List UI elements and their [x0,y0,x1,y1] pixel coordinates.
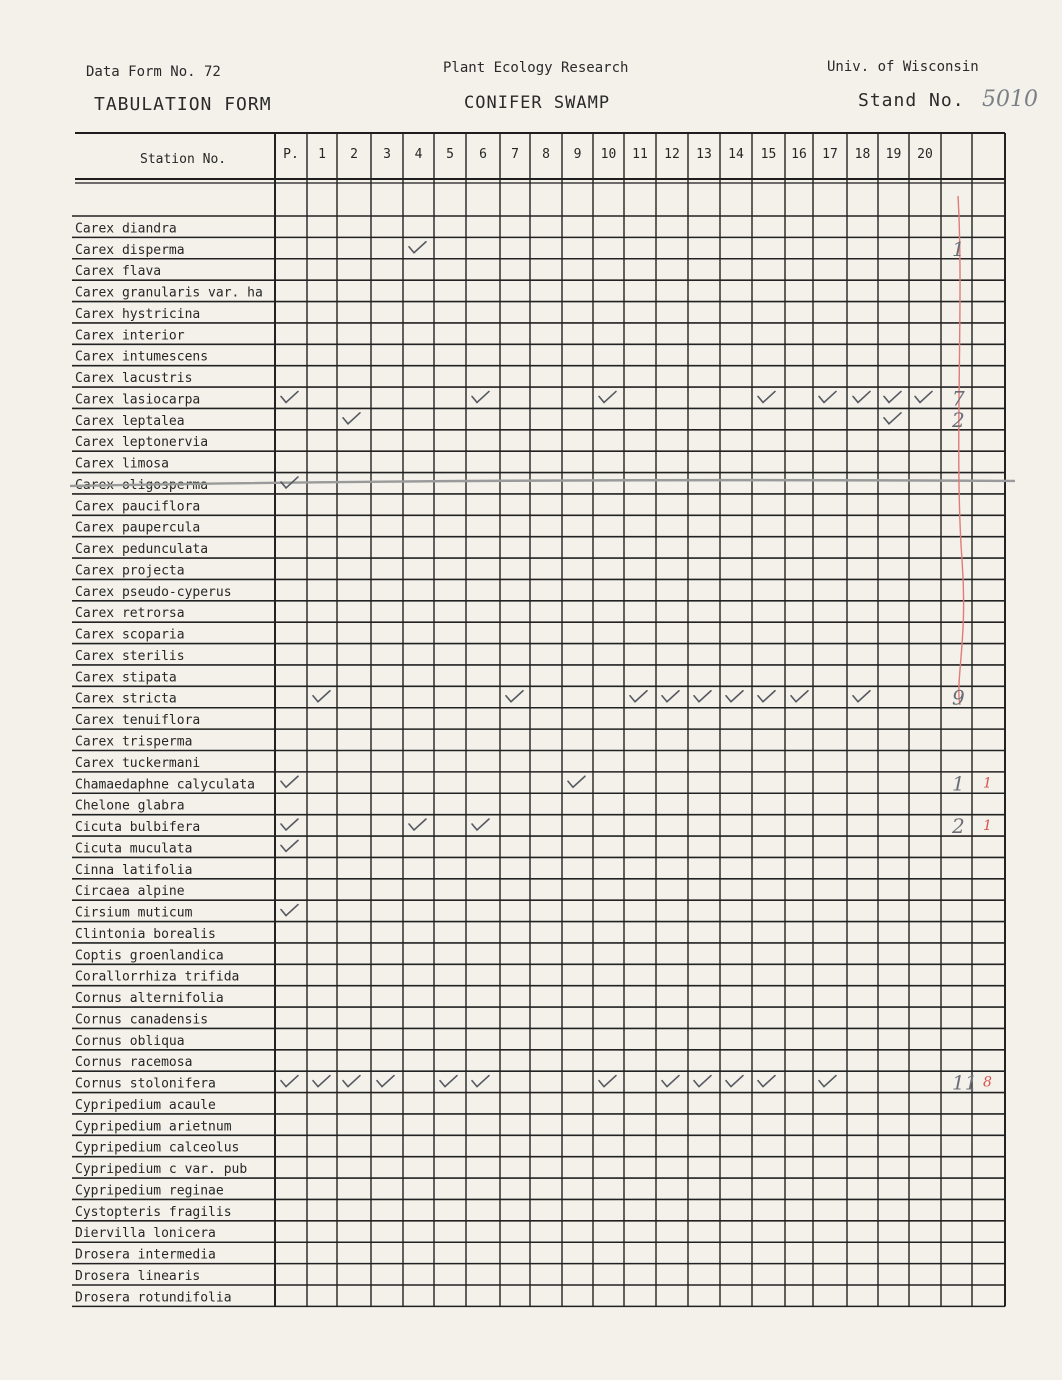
species-label: Chelone glabra [75,798,185,814]
check-mark [884,391,901,402]
station-column-header: 4 [414,147,423,162]
species-label: Chamaedaphne calyculata [75,777,256,793]
species-label: Carex interior [75,328,185,344]
check-mark [662,1076,679,1087]
check-mark [281,776,298,787]
species-label: Cypripedium acaule [75,1097,216,1113]
organization-label: Plant Ecology Research [443,60,629,76]
species-label: Circaea alpine [75,884,185,900]
tally-total: 9 [952,685,965,710]
check-mark [853,391,870,402]
species-label: Carex oligosperma [75,477,209,493]
species-label: Carex sterilis [75,648,185,664]
station-column-header: 14 [728,147,744,162]
check-mark [409,242,426,253]
species-label: Cicuta bulbifera [75,820,201,836]
species-label: Cicuta muculata [75,841,193,857]
station-column-header: 5 [446,147,454,162]
check-mark [440,1076,457,1087]
check-mark [281,905,298,916]
tally-total: 11 [952,1070,978,1095]
check-mark [630,691,647,702]
check-mark [599,1076,616,1087]
species-label: Cypripedium reginae [75,1183,224,1199]
station-column-header: 20 [917,147,933,162]
check-mark [281,391,298,402]
check-mark [726,1076,743,1087]
station-column-header: 11 [632,147,648,162]
species-label: Carex disperma [75,242,185,258]
tally-total: 2 [952,407,965,432]
university-label: Univ. of Wisconsin [827,59,979,75]
check-mark [758,391,775,402]
check-mark [506,691,523,702]
station-column-header: 17 [822,147,838,162]
station-column-header: 12 [664,147,680,162]
species-label: Cystopteris fragilis [75,1204,232,1220]
check-mark [819,1076,836,1087]
check-mark [281,1076,298,1087]
check-mark [915,391,932,402]
strike-through-line [70,480,1015,486]
species-label: Carex stricta [75,691,177,707]
species-label: Carex paupercula [75,520,201,536]
species-label: Carex lacustris [75,371,193,387]
check-mark [819,391,836,402]
community-title: CONIFER SWAMP [464,93,611,113]
species-label: Drosera rotundifolia [75,1290,232,1306]
check-mark [758,1076,775,1087]
tally-extra: 1 [983,775,992,792]
species-label: Cypripedium arietnum [75,1119,232,1135]
station-number-label: Station No. [140,152,227,167]
species-label: Carex scoparia [75,627,185,643]
station-column-header: 2 [350,147,358,162]
species-label: Drosera intermedia [75,1247,216,1263]
species-label: Cypripedium c var. pub [75,1162,248,1178]
station-column-header: 1 [318,147,326,162]
check-mark [599,391,616,402]
station-column-header: 16 [791,147,807,162]
stand-number-value: 5010 [982,87,1038,112]
species-label: Carex diandra [75,221,177,237]
station-column-header: 18 [854,147,871,162]
tally-total: 1 [952,771,965,796]
species-label: Clintonia borealis [75,926,216,942]
species-label: Cornus canadensis [75,1012,209,1028]
tally-extra: 1 [983,818,992,835]
check-mark [377,1076,394,1087]
species-label: Cirsium muticum [75,905,193,921]
check-mark [472,391,489,402]
species-label: Carex limosa [75,456,169,472]
species-label: Carex pauciflora [75,499,201,515]
station-column-header: 8 [542,147,550,162]
tally-total: 7 [952,386,965,411]
station-column-header: 19 [885,147,902,162]
species-label: Carex intumescens [75,349,209,365]
species-label: Carex pedunculata [75,542,209,558]
species-label: Coptis groenlandica [75,948,224,964]
check-mark [694,1076,711,1087]
check-mark [281,819,298,830]
station-column-header: 9 [573,147,582,162]
station-column-header: 10 [600,147,617,162]
tally-extra: 8 [983,1074,992,1091]
species-label: Carex tuckermani [75,755,201,771]
species-label: Carex retrorsa [75,606,185,622]
species-label: Cornus racemosa [75,1055,193,1071]
species-label: Carex pseudo-cyperus [75,584,232,600]
check-mark [343,413,360,424]
tally-total: 2 [952,814,965,839]
species-label: Cornus obliqua [75,1033,185,1049]
species-label: Cornus alternifolia [75,991,224,1007]
species-label: Carex tenuiflora [75,713,201,729]
species-label: Carex projecta [75,563,185,579]
station-column-header: 7 [511,147,519,162]
tally-total: 1 [952,236,965,261]
check-mark [409,819,426,830]
check-mark [853,691,870,702]
check-mark [313,691,330,702]
species-label: Carex leptonervia [75,435,209,451]
species-label: Carex hystricina [75,306,201,322]
station-column-header: 3 [383,147,391,162]
station-column-header: 15 [760,147,777,162]
species-label: Cinna latifolia [75,862,193,878]
species-label: Diervilla lonicera [75,1226,216,1242]
form-number: Data Form No. 72 [86,64,221,80]
check-mark [791,691,808,702]
station-column-header: 13 [696,147,712,162]
species-label: Corallorrhiza trifida [75,969,240,985]
station-column-header: 6 [479,147,487,162]
species-label: Drosera linearis [75,1269,201,1284]
check-mark [343,1076,360,1087]
check-mark [313,1076,330,1087]
species-label: Cypripedium calceolus [75,1140,240,1156]
check-mark [281,840,298,851]
check-mark [758,691,775,702]
check-mark [884,413,901,424]
check-mark [726,691,743,702]
species-label: Cornus stolonifera [75,1076,216,1092]
form-title: TABULATION FORM [94,94,272,115]
stand-number-label: Stand No. [858,90,965,111]
species-label: Carex flava [75,264,162,280]
species-label: Carex leptalea [75,413,185,429]
check-mark [694,691,711,702]
species-label: Carex granularis var. ha [75,285,263,301]
check-mark [472,819,489,830]
species-label: Carex trisperma [75,734,193,750]
check-mark [568,776,585,787]
species-label: Carex stipata [75,670,177,686]
species-label: Carex lasiocarpa [75,392,201,408]
station-column-header: P. [283,147,299,162]
check-mark [662,691,679,702]
check-mark [472,1076,489,1087]
